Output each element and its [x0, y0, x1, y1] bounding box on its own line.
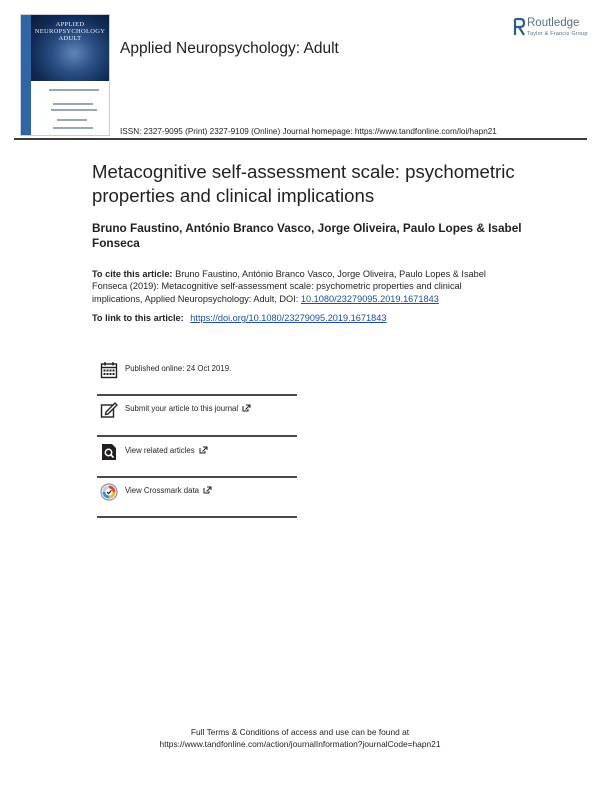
- crossmark-icon: [100, 483, 118, 501]
- publisher-subtitle: Taylor & Francis Group: [527, 31, 588, 37]
- related-articles-label: View related articles: [125, 446, 195, 455]
- external-link-icon: [199, 446, 208, 454]
- cover-text-line: [53, 127, 93, 129]
- citation-block: [92, 268, 512, 305]
- external-link-icon: [203, 486, 212, 494]
- calendar-icon: [100, 361, 118, 379]
- edit-document-icon: [100, 401, 118, 419]
- terms-footer-url[interactable]: https://www.tandfonline.com/action/journalInformation?journalCode=hapn21: [159, 739, 441, 749]
- journal-title[interactable]: Applied Neuropsychology: Adult: [120, 40, 339, 57]
- crossmark-row[interactable]: [97, 481, 297, 516]
- row-divider: [97, 516, 297, 518]
- citation-label: To cite this article:: [92, 269, 173, 279]
- article-authors: Bruno Faustino, António Branco Vasco, Jorge Oliveira, Paulo Lopes & Isabel Fonseca: [92, 221, 522, 250]
- article-title: Metacognitive self-assessment scale: psychometric properties and clinical implications: [92, 161, 515, 206]
- cover-text-line: [49, 89, 99, 91]
- citation-text: Bruno Faustino, António Branco Vasco, Jorge Oliveira, Paulo Lopes & Isabel Fonseca (2019): Metacognitive self-assessment scale: psychometric properties and clinical implications, Applied Neuropsychology: Adult, DOI:: [92, 269, 486, 304]
- article-link-label: To link to this article:: [92, 313, 184, 323]
- published-online-row: [97, 359, 297, 394]
- external-link-icon: [242, 404, 251, 412]
- crossmark-link[interactable]: [125, 486, 212, 495]
- submit-article-label: Submit your article to this journal: [125, 404, 239, 413]
- article-doi-url[interactable]: https://doi.org/10.1080/23279095.2019.1671843: [190, 313, 387, 323]
- article-link-line: [92, 313, 532, 323]
- issn-line: [120, 127, 497, 136]
- issn-text: ISSN: 2327-9095 (Print) 2327-9109 (Online) Journal homepage:: [120, 127, 353, 136]
- citation-doi-link[interactable]: 10.1080/23279095.2019.1671843: [300, 293, 439, 304]
- header-divider: [14, 138, 587, 140]
- cover-title-line2: NEUROPSYCHOLOGY: [34, 28, 106, 35]
- journal-cover-thumbnail: [20, 14, 110, 136]
- cover-text-line: [57, 119, 87, 121]
- row-divider: [97, 476, 297, 478]
- publisher-name: Routledge: [527, 17, 580, 29]
- cover-title-line3: ADULT: [58, 35, 82, 42]
- terms-footer: [0, 726, 600, 750]
- submit-article-link[interactable]: [125, 404, 251, 413]
- cover-band: [21, 15, 31, 135]
- published-online-text: Published online: 24 Oct 2019.: [125, 364, 232, 373]
- cover-text-line: [53, 103, 93, 105]
- crossmark-label: View Crossmark data: [125, 486, 199, 495]
- related-articles-row[interactable]: [97, 441, 297, 476]
- journal-homepage-link[interactable]: https://www.tandfonline.com/loi/hapn21: [354, 127, 497, 136]
- terms-footer-text: Full Terms & Conditions of access and use can be found at: [190, 727, 410, 737]
- cover-title-line1: APPLIED: [55, 21, 85, 28]
- related-articles-link[interactable]: [125, 446, 208, 455]
- submit-article-row[interactable]: [97, 399, 297, 434]
- row-divider: [97, 435, 297, 437]
- related-articles-icon: [100, 443, 118, 461]
- cover-text-line: [51, 109, 97, 111]
- routledge-logo-icon: [513, 18, 525, 36]
- row-divider: [97, 394, 297, 396]
